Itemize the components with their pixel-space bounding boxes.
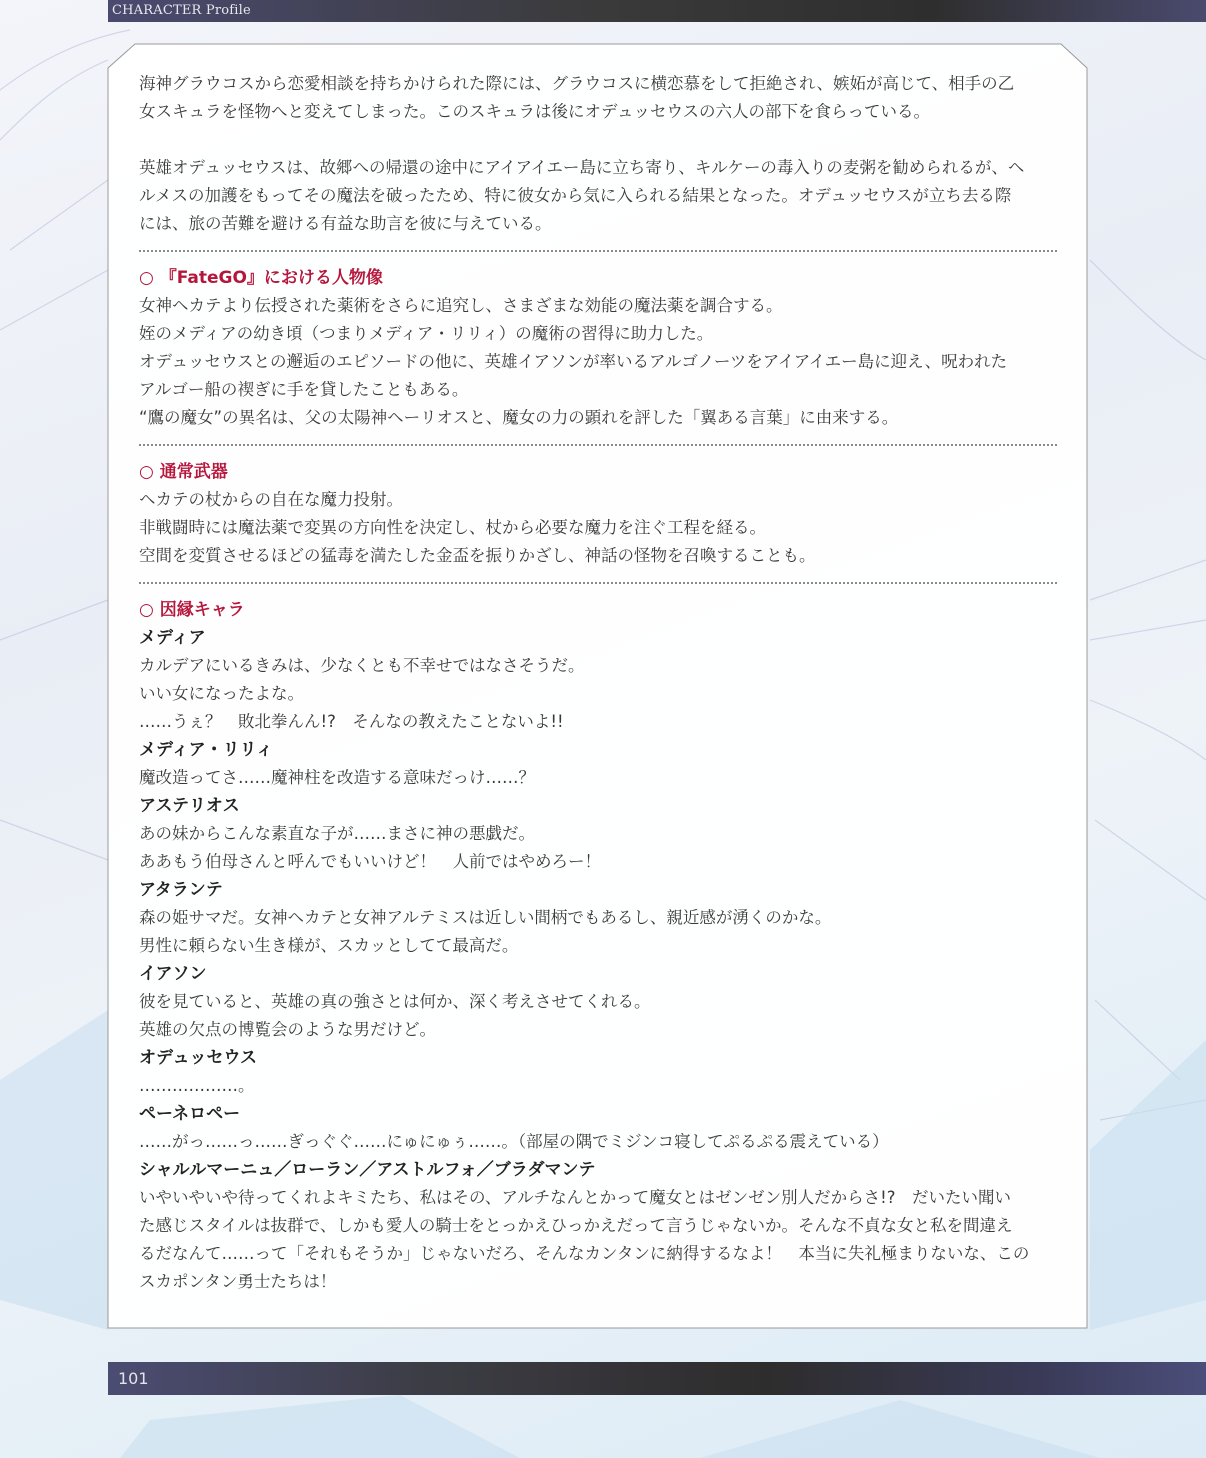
character-name: オデュッセウス <box>139 1048 257 1068</box>
text-line: ルメスの加護をもってその魔法を破ったため、特に彼女から気に入られる結果となった。オデュッセウスが立ち去る際 <box>139 186 1012 205</box>
character-name: ペーネロペー <box>139 1104 241 1124</box>
character-name: メディア <box>139 628 206 648</box>
text-line: 女スキュラを怪物へと変えてしまった。このスキュラは後にオデュッセウスの六人の部下を食らっている。 <box>139 102 931 121</box>
text-line: るだなんて……って「それもそうか」じゃないだろ、そんなカンタンに納得するなよ！ 本当に失礼極まりないな、この <box>139 1244 1030 1263</box>
text-line: 女神ヘカテより伝授された薬術をさらに追究し、さまざまな効能の魔法薬を調合する。 <box>139 296 783 315</box>
section-heading <box>139 596 1057 624</box>
page-number: 101 <box>118 1369 149 1388</box>
text-line: 男性に頼らない生き様が、スカッとしてて最高だ。 <box>139 936 519 955</box>
dotted-divider <box>139 444 1057 446</box>
character-name: シャルルマーニュ／ローラン／アストルフォ／ブラダマンテ <box>139 1160 596 1180</box>
dotted-divider <box>139 582 1057 584</box>
text-line: た感じスタイルは抜群で、しかも愛人の騎士をとっかえひっかえだって言うじゃないか。そんな不貞な女と私を間違え <box>139 1216 1013 1235</box>
text-line: 英雄の欠点の博覧会のような男だけど。 <box>139 1020 436 1039</box>
text-line: 英雄オデュッセウスは、故郷への帰還の途中にアイアイエー島に立ち寄り、キルケーの毒入りの麦粥を勧められるが、ヘ <box>139 158 1025 177</box>
text-line: オデュッセウスとの邂逅のエピソードの他に、英雄イアソンが率いるアルゴノーツをアイアイエー島に迎え、呪われた <box>139 352 1008 371</box>
text-line: 非戦闘時には魔法薬で変異の方向性を決定し、杖から必要な魔力を注ぐ工程を経る。 <box>139 518 766 537</box>
section-title: 通常武器 <box>159 462 228 482</box>
text-line: 空間を変質させるほどの猛毒を満たした金盃を振りかざし、神話の怪物を召喚することも。 <box>139 546 816 565</box>
character-name: アタランテ <box>139 880 223 900</box>
text-line: 姪のメディアの幼き頃（つまりメディア・リリィ）の魔術の習得に助力した。 <box>139 324 714 343</box>
text-line: ……うぇ？ 敗北拳んん!? そんなの教えたことないよ!! <box>139 712 564 731</box>
circle-marker-icon: ○ <box>139 268 154 288</box>
section-title: 『FateGO』における人物像 <box>159 268 383 288</box>
text-line: 海神グラウコスから恋愛相談を持ちかけられた際には、グラウコスに横恋慕をして拒絶され、嫉妬が高じて、相手の乙 <box>139 74 1015 93</box>
footer-bar <box>108 1362 1206 1395</box>
circle-marker-icon: ○ <box>139 600 154 620</box>
text-line: ……がっ……っ……ぎっぐぐ……にゅにゅぅ……。（部屋の隅でミジンコ寝してぷるぷる震えている） <box>139 1132 889 1151</box>
character-name: メディア・リリィ <box>139 740 273 760</box>
section-title: 因縁キャラ <box>159 600 245 620</box>
text-line: ………………。 <box>139 1076 255 1095</box>
text-line: カルデアにいるきみは、少なくとも不幸せではなさそうだ。 <box>139 656 585 675</box>
section-related-characters <box>139 596 1057 1296</box>
text-line: あの妹からこんな素直な子が……まさに神の悪戯だ。 <box>139 824 535 843</box>
text-line: 魔改造ってさ……魔神柱を改造する意味だっけ……？ <box>139 768 535 787</box>
text-line: いやいやいや待ってくれよキミたち、私はその、アルチなんとかって魔女とはゼンゼン別人だからさ!? だいたい聞い <box>139 1188 1012 1207</box>
intro-paragraph-1 <box>139 70 1057 126</box>
text-line: 彼を見ていると、英雄の真の強さとは何か、深く考えさせてくれる。 <box>139 992 651 1011</box>
text-line: スカポンタン勇士たちは！ <box>139 1272 337 1291</box>
text-line: いい女になったよな。 <box>139 684 304 703</box>
character-name: イアソン <box>139 964 207 984</box>
text-line: 森の姫サマだ。女神ヘカテと女神アルテミスは近しい間柄でもあるし、親近感が湧くのかな。 <box>139 908 832 927</box>
content <box>139 70 1057 1296</box>
dotted-divider <box>139 250 1057 252</box>
character-name: アステリオス <box>139 796 240 816</box>
text-line: ああもう伯母さんと呼んでもいいけど！ 人前ではやめろー！ <box>139 852 601 871</box>
section-heading <box>139 264 1057 292</box>
intro-paragraph-2 <box>139 154 1057 238</box>
text-line: ヘカテの杖からの自在な魔力投射。 <box>139 490 403 509</box>
text-line: には、旅の苦難を避ける有益な助言を彼に与えている。 <box>139 214 552 233</box>
section-heading <box>139 458 1057 486</box>
text-line: “鷹の魔女”の異名は、父の太陽神ヘーリオスと、魔女の力の顕れを評した「翼ある言葉」に由来する。 <box>139 408 899 427</box>
section-weapon <box>139 458 1057 570</box>
section-fatego <box>139 264 1057 432</box>
text-line: アルゴー船の禊ぎに手を貸したこともある。 <box>139 380 469 399</box>
circle-marker-icon: ○ <box>139 462 154 482</box>
header-label: CHARACTER Profile <box>112 3 251 18</box>
